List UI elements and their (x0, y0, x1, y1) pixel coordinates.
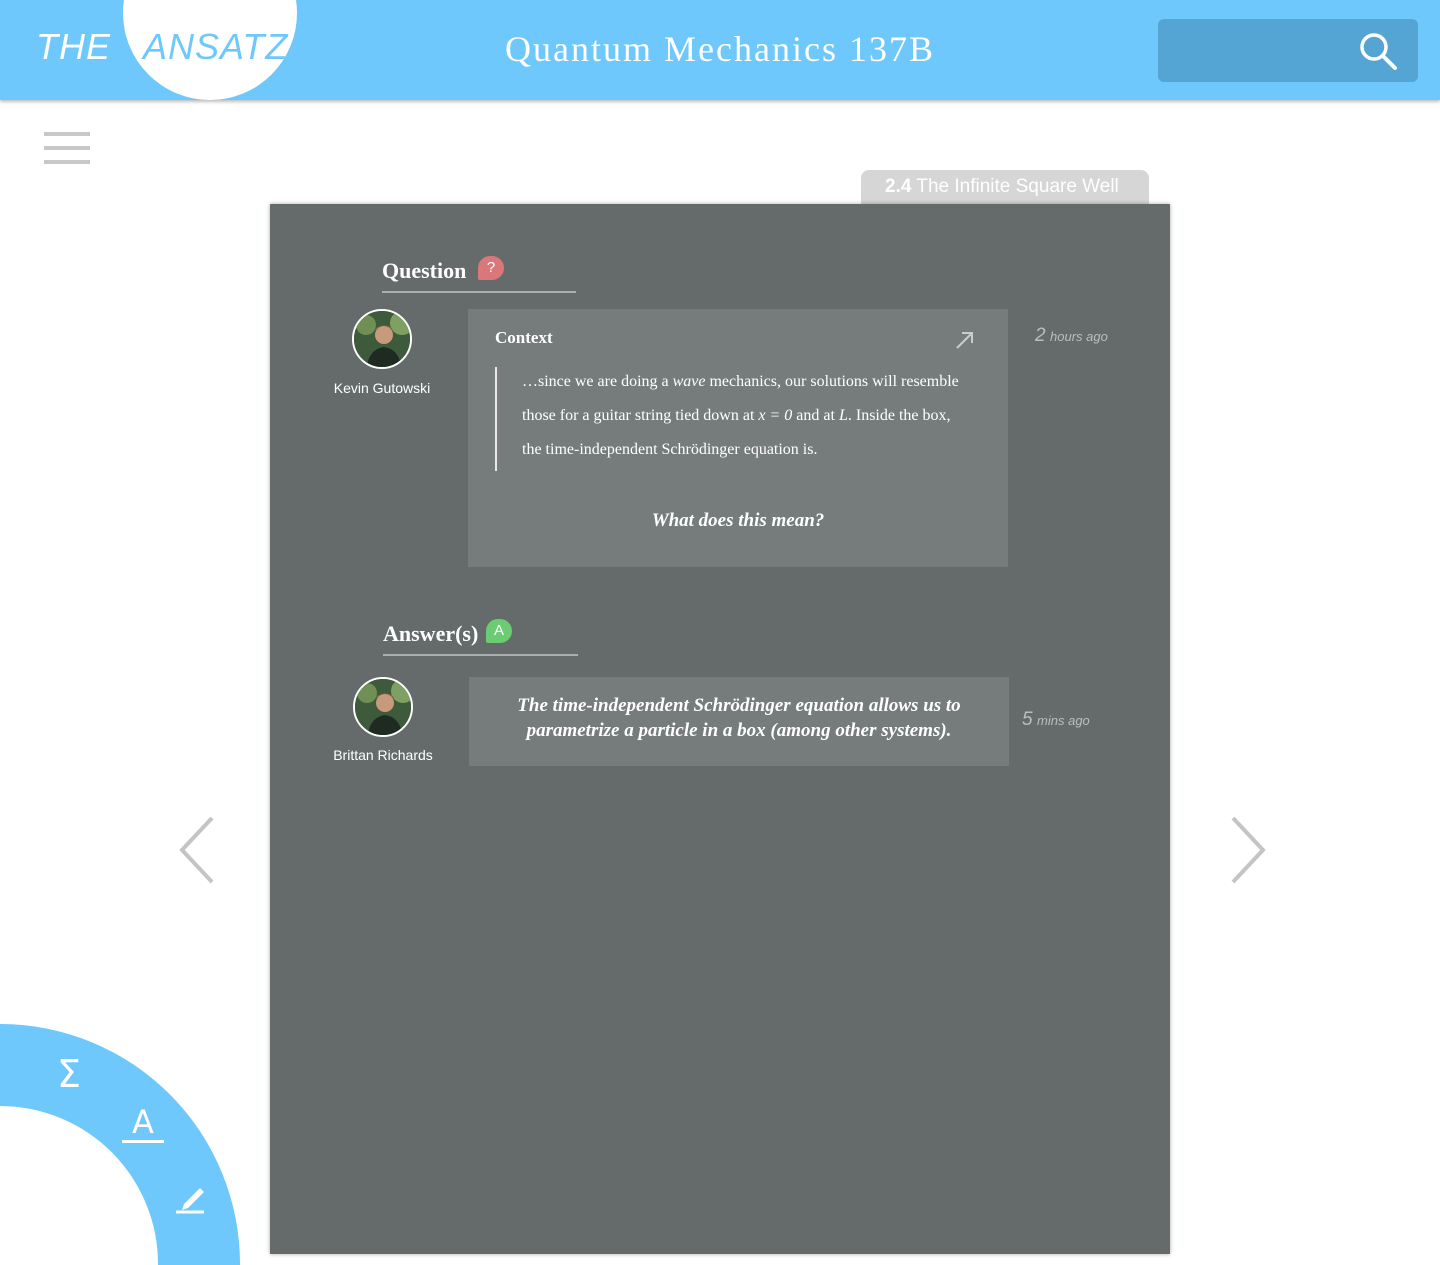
text-format-icon[interactable]: A (122, 1104, 164, 1143)
section-title: The Infinite Square Well (916, 176, 1119, 197)
answer-timestamp: 5 mins ago (1022, 709, 1090, 730)
answers-heading: Answer(s) (383, 621, 479, 646)
section-number: 2.4 (885, 176, 912, 197)
question-card (468, 309, 1008, 567)
answer-author-name[interactable]: Brittan Richards (333, 747, 433, 763)
search-icon[interactable] (1358, 31, 1398, 71)
quote-bar (495, 367, 497, 471)
avatar-photo (355, 679, 413, 737)
answers-badge: A (486, 619, 512, 643)
course-title: Quantum Mechanics 137B (505, 29, 935, 69)
context-label: Context (495, 328, 553, 347)
top-bar (0, 0, 1440, 100)
pencil-icon[interactable] (174, 1182, 206, 1214)
logo-ansatz[interactable]: ANSATZ (143, 26, 289, 67)
sigma-icon[interactable]: Σ (56, 1052, 81, 1096)
question-text: What does this mean? (651, 510, 825, 531)
search-input[interactable] (1158, 19, 1418, 82)
tool-wheel-arc (0, 1024, 240, 1265)
context-quote: …since we are doing a wave mechanics, our solutions will resemble those for a guitar string tied down at x = 0 and at L. Inside the box, the time-independent Schrödinger equation is. (522, 373, 959, 458)
discussion-panel (270, 204, 1170, 1254)
tool-wheel (0, 1024, 240, 1265)
avatar[interactable] (352, 309, 412, 369)
logo-the[interactable]: THE (36, 26, 111, 67)
question-timestamp: 2 hours ago (1035, 325, 1108, 346)
question-heading: Question (382, 258, 467, 283)
answer-card (469, 677, 1009, 766)
previous-arrow-icon[interactable] (178, 815, 218, 885)
avatar[interactable] (353, 677, 413, 737)
section-tab[interactable] (861, 170, 1149, 204)
expand-arrow-icon[interactable] (954, 329, 976, 351)
avatar-photo (354, 311, 412, 369)
answers-heading-rule (383, 654, 578, 656)
question-author-name[interactable]: Kevin Gutowski (333, 380, 431, 396)
question-heading-rule (382, 291, 576, 293)
hamburger-menu-icon[interactable] (44, 132, 90, 164)
question-badge: ? (478, 256, 504, 280)
next-arrow-icon[interactable] (1227, 815, 1267, 885)
answer-text: The time-independent Schrödinger equation allows us to parametrize a particle in a box (among other systems). (517, 695, 961, 741)
